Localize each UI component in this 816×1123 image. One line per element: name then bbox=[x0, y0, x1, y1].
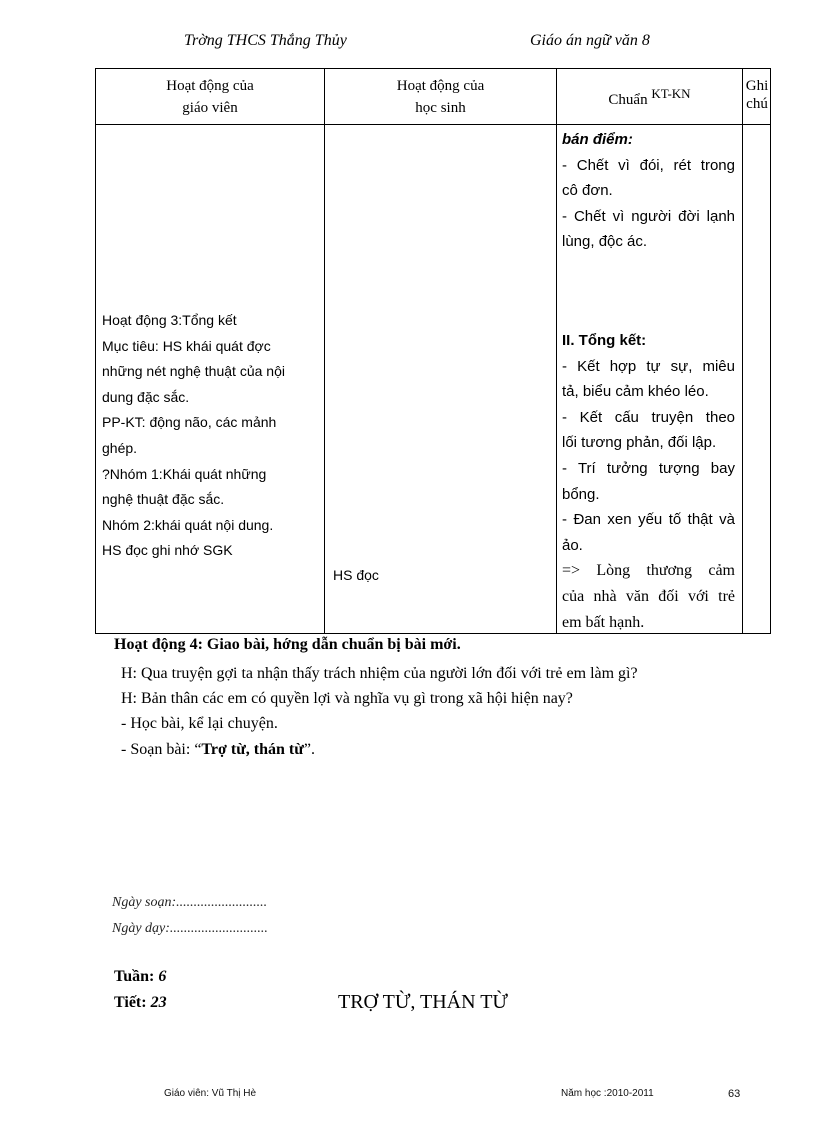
activity4-question-1: H: Qua truyện gợi ta nhận thấy trách nhiệm của người lớn đối với trẻ em làm gì? bbox=[121, 665, 638, 682]
teacher-line: những nét nghệ thuật của nội bbox=[102, 363, 285, 380]
standard-line: lối tương phản, đối lập. bbox=[562, 434, 717, 452]
standard-line: II. Tổng kết: bbox=[562, 332, 647, 349]
column-divider bbox=[324, 69, 325, 633]
standard-line: - Chết vì đói, rét trong bbox=[562, 156, 735, 174]
standard-line: - Đan xen yếu tố thật và bbox=[562, 511, 735, 529]
lesson-title: TRỢ TỪ, THÁN TỪ bbox=[338, 991, 508, 1013]
standard-cell-summary bbox=[562, 328, 735, 635]
standard-line: - Chết vì người đời lạnh bbox=[562, 207, 735, 225]
header-school: Trờng THCS Thắng Thủy bbox=[184, 32, 347, 49]
column-divider bbox=[556, 69, 557, 633]
page-number: 63 bbox=[728, 1088, 741, 1100]
date-taught: Ngày dạy:............................ bbox=[112, 921, 268, 936]
lesson-table bbox=[95, 68, 771, 634]
teacher-line: Hoạt động 3:Tổng kết bbox=[102, 312, 237, 328]
standard-cell-top bbox=[562, 127, 735, 255]
footer-teacher: Giáo viên: Vũ Thị Hè bbox=[164, 1088, 257, 1099]
teacher-line: Mục tiêu: HS khái quát đợc bbox=[102, 337, 271, 354]
standard-line: cô đơn. bbox=[562, 182, 613, 200]
activity4-title: Hoạt động 4: Giao bài, hớng dẫn chuẩn bị bài mới. bbox=[114, 636, 461, 653]
header-subject: Giáo án ngữ văn 8 bbox=[530, 32, 650, 49]
activity4-question-2: H: Bản thân các em có quyền lợi và nghĩa vụ gì trong xã hội hiện nay? bbox=[121, 690, 573, 707]
period-line: Tiết: 23 bbox=[114, 994, 167, 1011]
header-note: Ghi chú bbox=[745, 78, 769, 112]
teacher-line: Nhóm 2:khái quát nội dung. bbox=[102, 516, 274, 533]
standard-line: bổng. bbox=[562, 485, 600, 503]
column-divider bbox=[742, 69, 743, 633]
footer-school-year: Năm học :2010-2011 bbox=[561, 1088, 654, 1099]
teacher-line: ?Nhóm 1:Khái quát những bbox=[102, 465, 267, 482]
teacher-line: PP-KT: động não, các mảnh bbox=[102, 414, 277, 431]
header-student-activity: Hoạt động của học sinh bbox=[396, 78, 485, 116]
teacher-line: ghép. bbox=[102, 439, 138, 456]
teacher-line: HS đọc ghi nhớ SGK bbox=[102, 542, 233, 559]
standard-line: bán điểm: bbox=[562, 131, 633, 148]
week-line: Tuần: 6 bbox=[114, 968, 167, 985]
standard-line: em bất hạnh. bbox=[562, 613, 645, 631]
standard-line: - Trí tưởng tượng bay bbox=[562, 459, 735, 477]
header-standard: Chuẩn KT-KN bbox=[608, 86, 691, 108]
standard-line: ảo. bbox=[562, 536, 583, 554]
standard-line: tả, biểu cảm khéo léo. bbox=[562, 383, 709, 401]
standard-line: của nhà văn đối với trẻ bbox=[562, 587, 735, 605]
header-row-divider bbox=[96, 124, 770, 125]
activity4-task-1: - Học bài, kể lại chuyện. bbox=[121, 715, 278, 732]
date-prepared: Ngày soạn:.......................... bbox=[112, 895, 268, 910]
header-teacher-activity: Hoạt động của giáo viên bbox=[166, 78, 254, 116]
activity4-task-2: - Soạn bài: “Trợ từ, thán từ”. bbox=[121, 741, 315, 758]
standard-line: lùng, độc ác. bbox=[562, 233, 648, 251]
teacher-line: dung đặc sắc. bbox=[102, 388, 190, 405]
teacher-line: nghệ thuật đặc sắc. bbox=[102, 491, 225, 508]
teacher-activity-cell bbox=[102, 308, 285, 564]
standard-line: => Lòng thương cảm bbox=[562, 562, 735, 580]
student-activity-text: HS đọc bbox=[333, 567, 379, 583]
standard-line: - Kết cấu truyện theo bbox=[562, 408, 735, 426]
standard-line: - Kết hợp tự sự, miêu bbox=[562, 357, 735, 375]
